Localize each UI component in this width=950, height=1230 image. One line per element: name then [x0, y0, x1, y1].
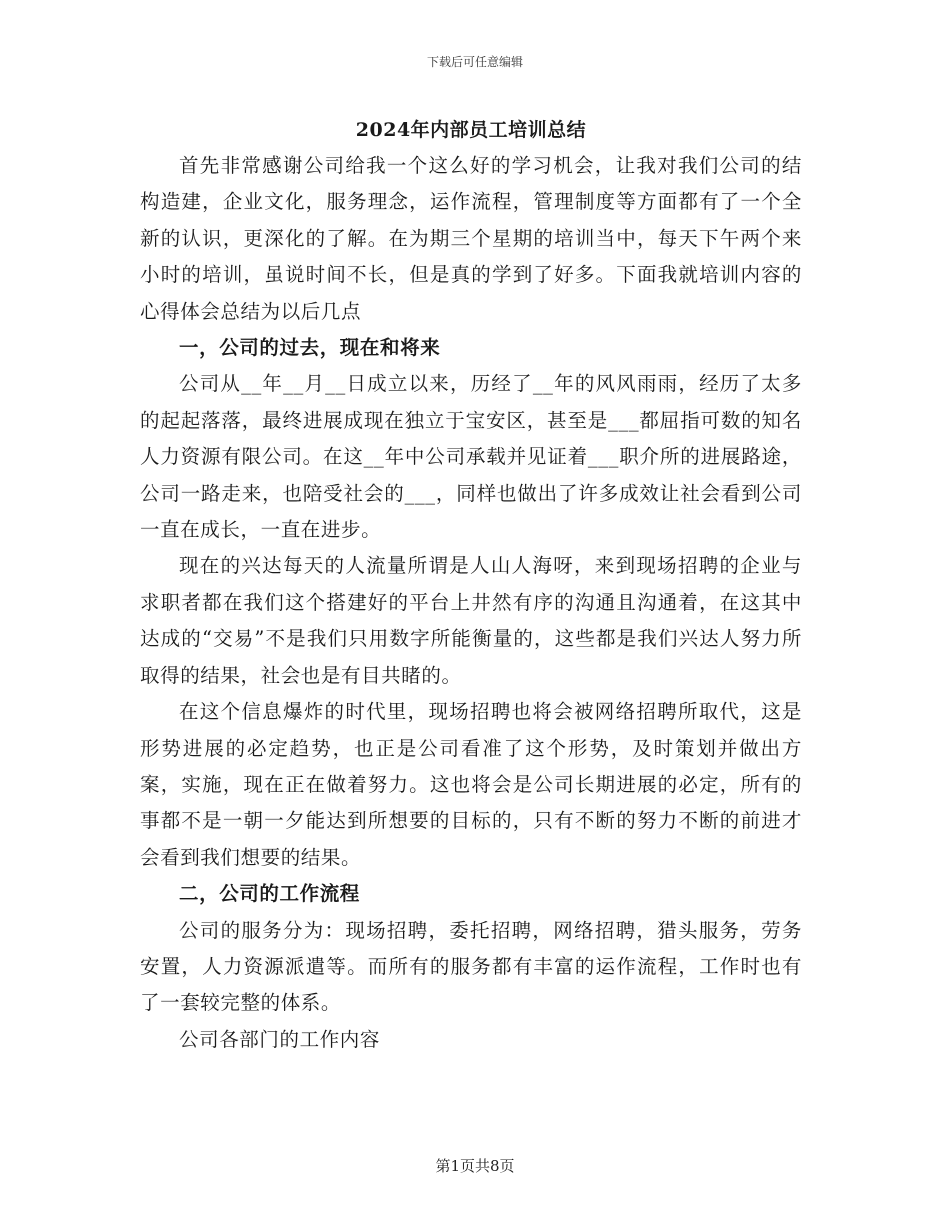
section1-paragraph-3: 在这个信息爆炸的时代里，现场招聘也将会被网络招聘所取代，这是形势进展的必定趋势，也正是公司看准了这个形势，及时策划并做出方案，实施，现在正在做着努力。这也将会是公司长期进展的必定，所有的事都不是一朝一夕能达到所想要的目标的，只有不断的努力不断的前进才会看到我们想要的结果。	[140, 700, 802, 869]
header-note: 下载后可任意编辑	[426, 55, 523, 69]
intro-paragraph: 首先非常感谢公司给我一个这么好的学习机会，让我对我们公司的结构造建，企业文化，服务理念，运作流程，管理制度等方面都有了一个全新的认识，更深化的了解。在为期三个星期的培训当中，每天下午两个来小时的培训，虽说时间不长，但是真的学到了好多。下面我就培训内容的心得体会总结为以后几点	[140, 154, 802, 323]
section1-paragraph-2: 现在的兴达每天的人流量所谓是人山人海呀，来到现场招聘的企业与求职者都在我们这个搭建好的平台上井然有序的沟通且沟通着，在这其中达成的“交易”不是我们只用数字所能衡量的，这些都是我们兴达人努力所取得的结果，社会也是有目共睹的。	[140, 554, 802, 687]
document-body	[140, 112, 802, 1058]
page-indicator: 第1页共8页	[435, 1157, 515, 1175]
section-heading-past-present-future: 一，公司的过去，现在和将来	[179, 336, 441, 360]
section-heading-work-process: 二，公司的工作流程	[179, 882, 360, 906]
section1-paragraph-1: 公司从__年__月__日成立以来，历经了__年的风风雨雨，经历了太多的起起落落，最终进展成现在独立于宝安区，甚至是___都屈指可数的知名人力资源有限公司。在这__年中公司承载并见证着___职介所的进展路途，公司一路走来，也陪受社会的___，同样也做出了许多成效让社会看到公司一直在成长，一直在进步。	[140, 372, 802, 542]
section2-paragraph-2: 公司各部门的工作内容	[179, 1027, 381, 1051]
section2-paragraph-1: 公司的服务分为：现场招聘，委托招聘，网络招聘，猎头服务，劳务安置，人力资源派遣等。而所有的服务都有丰富的运作流程，工作时也有了一套较完整的体系。	[140, 918, 802, 1015]
document-title: 2024年内部员工培训总结	[355, 119, 587, 141]
